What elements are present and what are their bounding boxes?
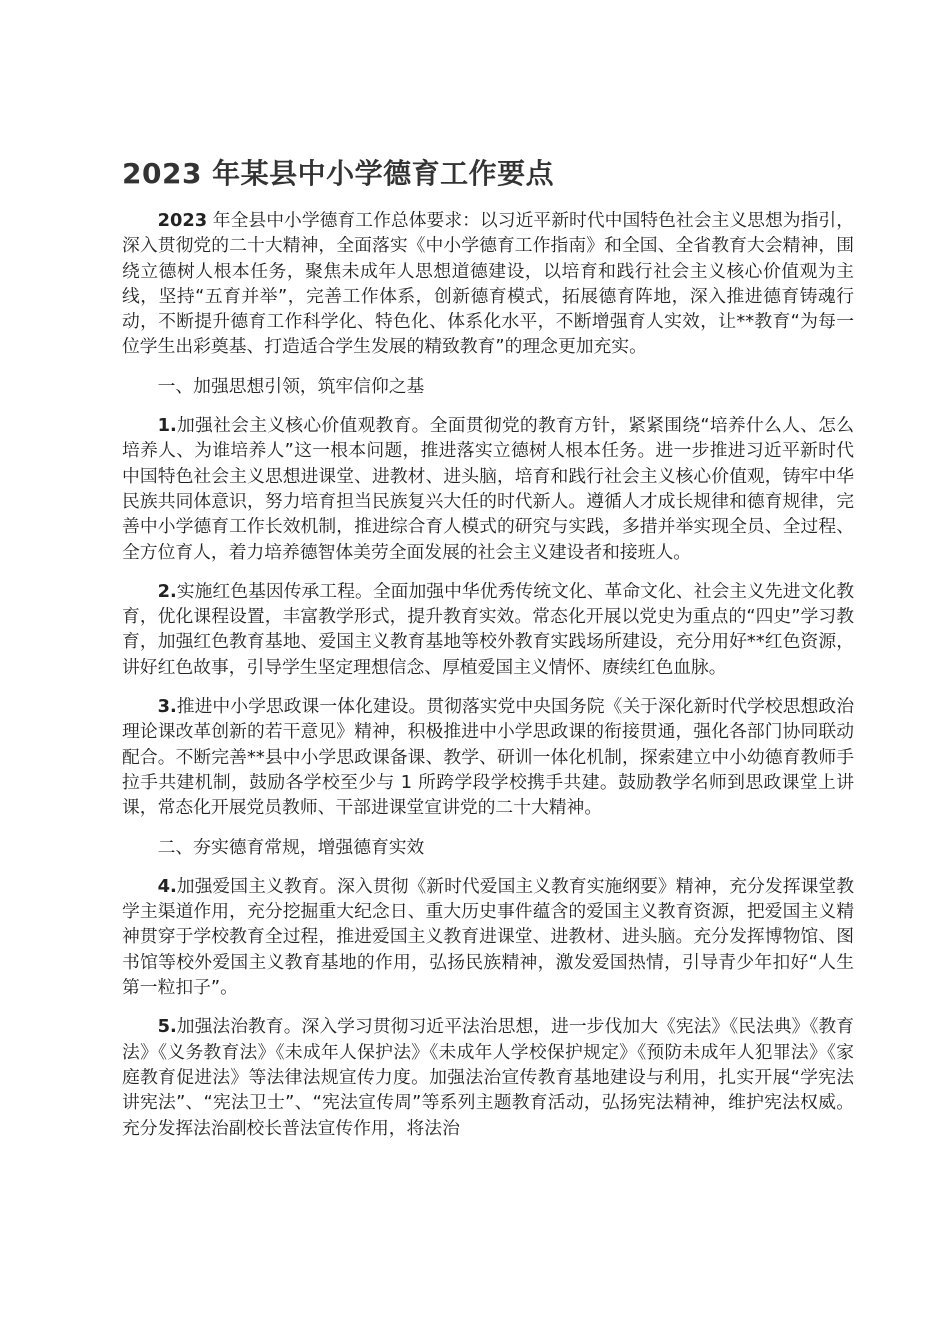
item-text: 加强社会主义核心价值观教育。全面贯彻党的教育方针，紧紧围绕“培养什么人、怎么培养人、为谁培养人”这一根本问题，推进落实立德树人根本任务。进一步推进习近平新时代中国特色社会主义思想进课堂、进教材、进头脑，培育和践行社会主义核心价值观，铸牢中华民族共同体意识，努力培育担当民族复兴大任的时代新人。遵循人才成长规律和德育规律，完善中小学德育工作长效机制，推进综合育人模式的研究与实践，多措并举实现全员、全过程、全方位育人，着力培养德智体美劳全面发展的社会主义建设者和接班人。 [122, 415, 854, 563]
section-heading-1: 一、加强思想引领，筑牢信仰之基 [157, 375, 425, 397]
page-title: 2023 年某县中小学德育工作要点 [122, 157, 555, 190]
item-text: 实施红色基因传承工程。全面加强中华优秀传统文化、革命文化、社会主义先进文化教育，优化课程设置，丰富教学形式，提升教育实效。常态化开展以党史为重点的“四史”学习教育，加强红色教育基地、爱国主义教育基地等校外教育实践场所建设，充分用好**红色资源，讲好红色故事，引导学生坚定理想信念、厚植爱国主义情怀、赓续红色血脉。 [122, 580, 854, 678]
item-text: 推进中小学思政课一体化建设。贯彻落实党中央国务院《关于深化新时代学校思想政治理论课改革创新的若干意见》精神，积极推进中小学思政课的衔接贯通，强化各部门协同联动配合。不断完善**县中小学思政课备课、教学、研训一体化机制，探索建立中小幼德育教师手拉手共建机制，鼓励各学校至少与 1 所跨学段学校携手共建。鼓励教学名师到思政课堂上讲课，常态化开展党员教师、干部进课堂宣讲党的二十大精神。 [122, 696, 854, 819]
item-paragraph-1 [122, 413, 854, 565]
item-paragraph-3 [122, 694, 854, 820]
item-number: 2. [157, 580, 177, 602]
intro-text: 年全县中小学德育工作总体要求：以习近平新时代中国特色社会主义思想为指引，深入贯彻党的二十大精神，全面落实《中小学德育工作指南》和全国、全省教育大会精神，围绕立德树人根本任务，聚焦未成年人思想道德建设，以培育和践行社会主义核心价值观为主线，坚持“五育并举”，完善工作体系，创新德育模式，拓展德育阵地，深入推进德育铸魂行动，不断提升德育工作科学化、特色化、体系化水平，不断增强育人实效，让**教育“为每一位学生出彩奠基、打造适合学生发展的精致教育”的理念更加充实。 [122, 210, 854, 358]
item-text: 加强法治教育。深入学习贯彻习近平法治思想，进一步伐加大《宪法》《民法典》《教育法》《义务教育法》《未成年人保护法》《未成年人学校保护规定》《预防未成年人犯罪法》《家庭教育促进法》等法律法规宣传力度。加强法治宣传教育基地建设与利用，扎实开展“学宪法讲宪法”、“宪法卫士”、“宪法宣传周”等系列主题教育活动，弘扬宪法精神，维护宪法权威。充分发挥法治副校长普法宣传作用，将法治 [122, 1016, 854, 1139]
item-paragraph-5 [122, 1014, 854, 1140]
item-number: 1. [157, 415, 177, 437]
item-number: 5. [157, 1016, 177, 1038]
item-number: 4. [157, 875, 177, 897]
item-number: 3. [157, 696, 177, 718]
document-body [122, 208, 854, 1155]
item-text: 加强爱国主义教育。深入贯彻《新时代爱国主义教育实施纲要》精神，充分发挥课堂教学主渠道作用，充分挖掘重大纪念日、重大历史事件蕴含的爱国主义教育资源，把爱国主义精神贯穿于学校教育全过程，推进爱国主义教育进课堂、进教材、进头脑。充分发挥博物馆、图书馆等校外爱国主义教育基地的作用，弘扬民族精神，激发爱国热情，引导青少年扣好“人生第一粒扣子”。 [122, 875, 854, 999]
intro-paragraph [122, 208, 854, 360]
item-paragraph-4 [122, 874, 854, 1000]
section-heading-2: 二、夯实德育常规，增强德育实效 [157, 836, 425, 858]
intro-lead-year: 2023 [157, 210, 208, 231]
item-paragraph-2 [122, 579, 854, 680]
